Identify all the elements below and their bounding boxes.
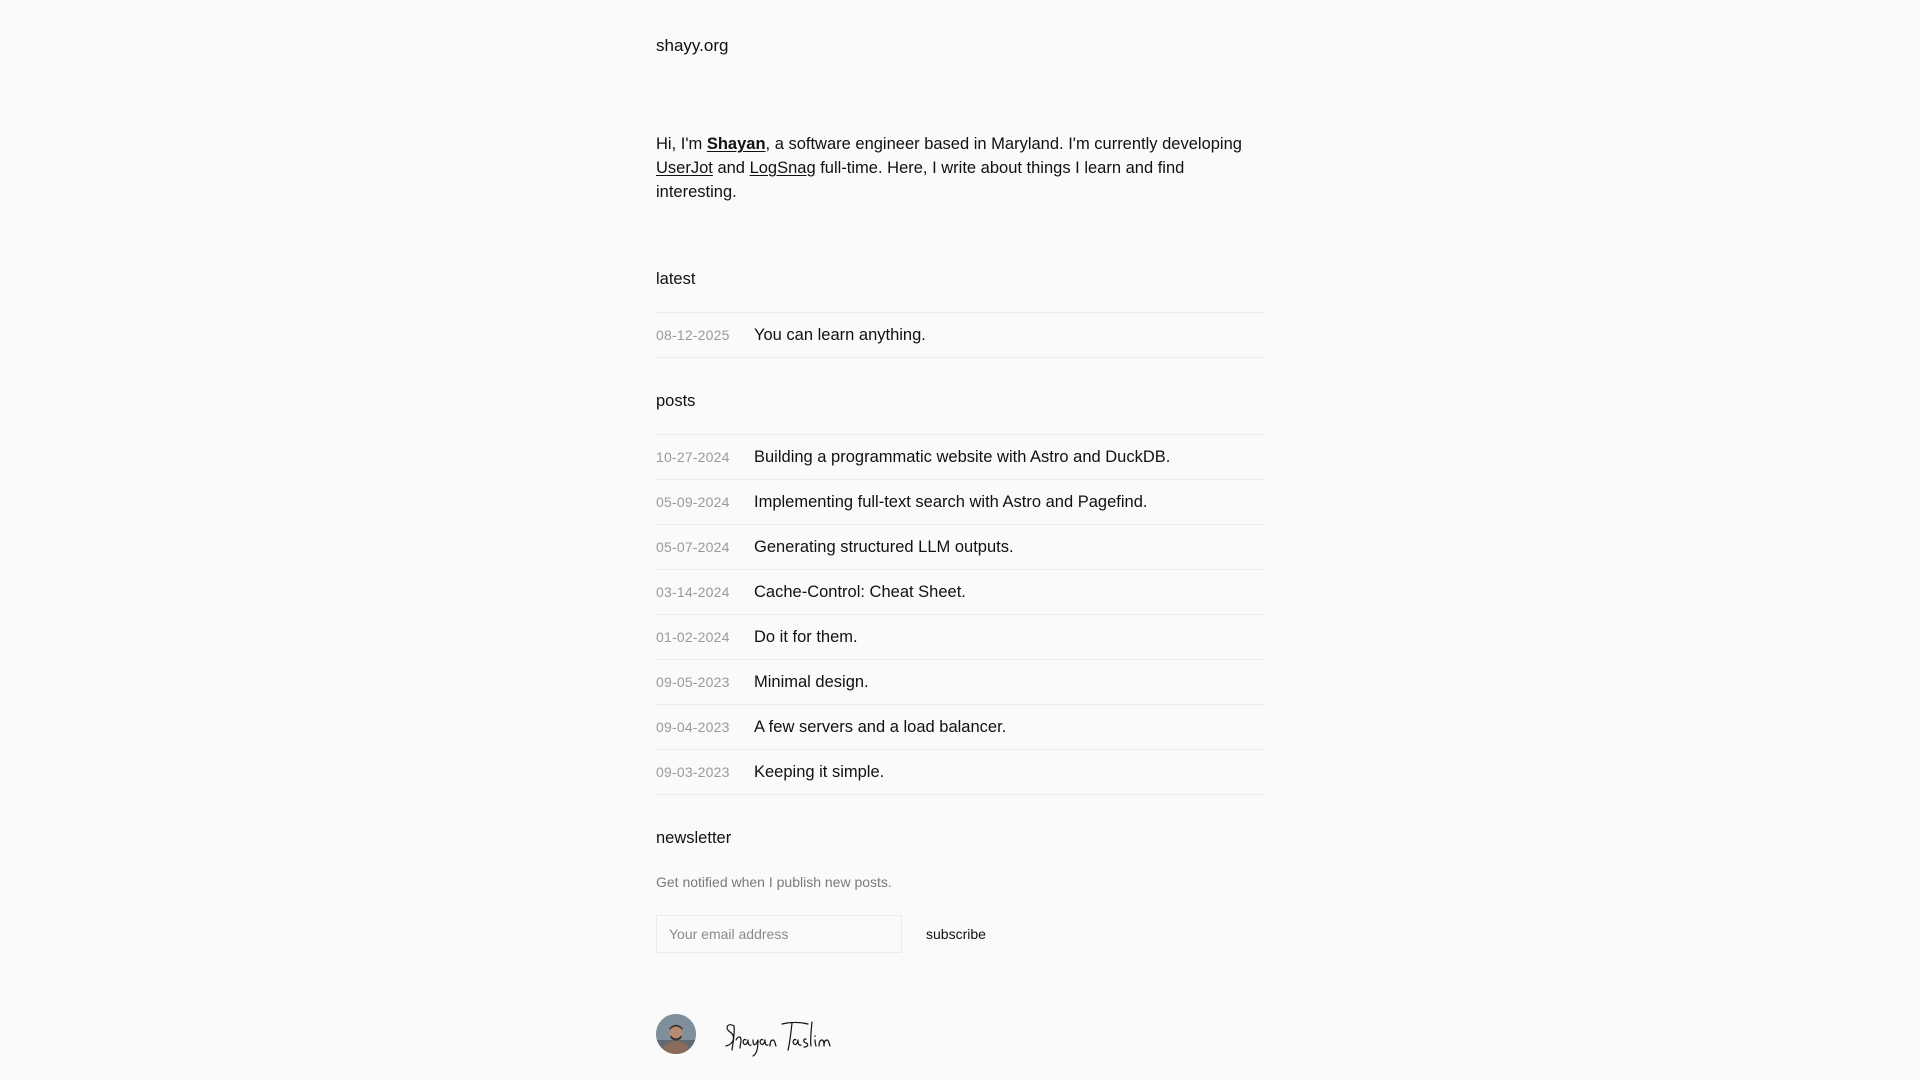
post-date: 05-07-2024 <box>656 539 730 555</box>
post-row[interactable] <box>656 435 1264 480</box>
post-date: 01-02-2024 <box>656 629 730 645</box>
signature-icon <box>720 1010 840 1060</box>
intro-suffix: full-time. Here, I write about things I learn and find interesting. <box>656 159 1185 201</box>
post-row[interactable] <box>656 480 1264 525</box>
post-title-link[interactable]: Generating structured LLM outputs. <box>754 537 1014 556</box>
post-date: 08-12-2025 <box>656 327 730 343</box>
intro-middle: , a software engineer based in Maryland. I'm currently developing <box>765 135 1242 153</box>
post-row[interactable] <box>656 525 1264 570</box>
subscribe-button[interactable]: subscribe <box>918 915 994 953</box>
post-row[interactable] <box>656 660 1264 705</box>
latest-list <box>656 312 1264 358</box>
post-row[interactable] <box>656 570 1264 615</box>
post-title-link[interactable]: Minimal design. <box>754 672 869 691</box>
post-date: 09-05-2023 <box>656 674 730 690</box>
post-row[interactable] <box>656 705 1264 750</box>
avatar <box>656 1014 696 1054</box>
avatar-photo-icon <box>656 1014 696 1054</box>
site-title-link[interactable]: shayy.org <box>656 36 729 55</box>
post-title-link[interactable]: Do it for them. <box>754 627 858 646</box>
post-date: 10-27-2024 <box>656 449 730 465</box>
latest-heading: latest <box>656 270 696 288</box>
intro-paragraph <box>656 132 1264 204</box>
post-title-link[interactable]: You can learn anything. <box>754 325 926 344</box>
post-date: 09-04-2023 <box>656 719 730 735</box>
post-date: 05-09-2024 <box>656 494 730 510</box>
newsletter-heading: newsletter <box>656 829 732 847</box>
author-name-link[interactable]: Shayan <box>706 135 766 153</box>
userjot-link[interactable]: UserJot <box>656 159 713 177</box>
intro-prefix: Hi, I'm <box>656 135 707 153</box>
intro-and: and <box>712 159 750 177</box>
posts-list <box>656 434 1264 795</box>
post-title-link[interactable]: Implementing full-text search with Astro and Pagefind. <box>754 492 1148 511</box>
post-date: 03-14-2024 <box>656 584 730 600</box>
post-title-link[interactable]: Cache-Control: Cheat Sheet. <box>754 582 966 601</box>
post-row[interactable] <box>656 615 1264 660</box>
post-date: 09-03-2023 <box>656 764 730 780</box>
post-title-link[interactable]: Building a programmatic website with Astro and DuckDB. <box>754 447 1171 466</box>
newsletter-description: Get notified when I publish new posts. <box>656 874 892 890</box>
post-row[interactable] <box>656 750 1264 795</box>
email-input[interactable] <box>656 915 902 953</box>
latest-post-row[interactable] <box>656 313 1264 358</box>
post-title-link[interactable]: Keeping it simple. <box>754 762 885 781</box>
post-title-link[interactable]: A few servers and a load balancer. <box>754 717 1007 736</box>
posts-heading: posts <box>656 392 696 410</box>
logsnag-link[interactable]: LogSnag <box>749 159 816 177</box>
